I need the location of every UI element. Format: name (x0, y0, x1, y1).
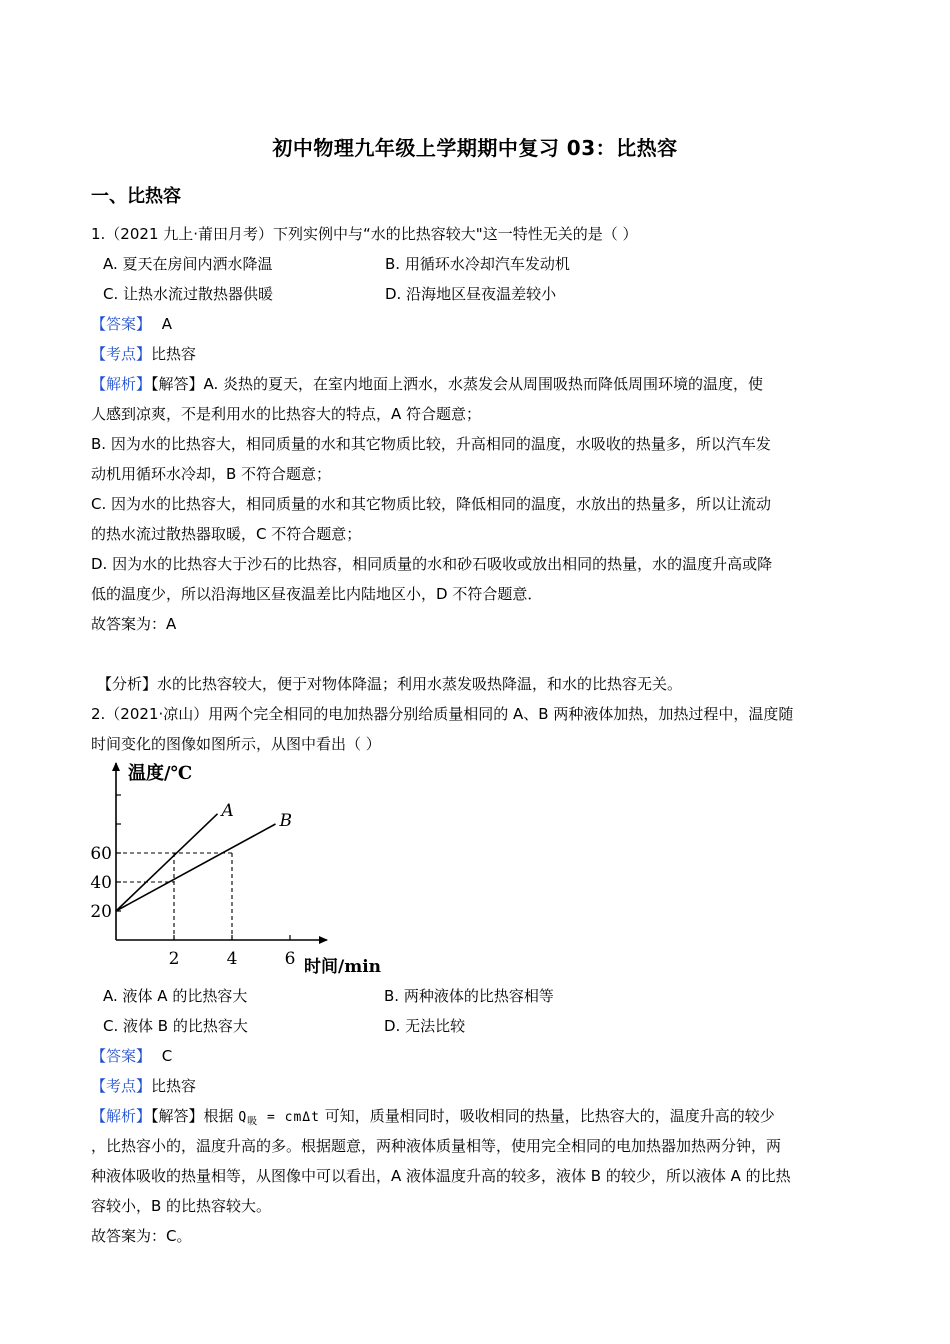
q1-option-c: C. 让热水流过散热器供暖 (103, 285, 274, 303)
q2-stem-line-2: 时间变化的图像如图所示，从图中看出（ ） (91, 735, 381, 753)
series-label-b: B (279, 811, 292, 831)
q1-analysis-line-5: C. 因为水的比热容大，相同质量的水和其它物质比较，降低相同的温度，水放出的热量多，所以让流动 (91, 495, 772, 513)
q1-stem: 1.（2021 九上·莆田月考）下列实例中与“水的比热容较大"这一特性无关的是（ ） (91, 225, 638, 243)
series-line-a (116, 814, 218, 911)
q1-analysis-line-2: 人感到凉爽，不是利用水的比热容大的特点，A 符合题意； (91, 405, 482, 423)
y-tick-label: 20 (90, 902, 112, 922)
q1-point: 比热容 (151, 345, 197, 363)
q1-answer: A (161, 315, 173, 333)
q2-option-c: C. 液体 B 的比热容大 (103, 1017, 248, 1035)
x-tick-label: 6 (284, 949, 296, 969)
x-axis-label: 时间/min (304, 957, 382, 977)
q2-stem-line-1: 2.（2021·凉山）用两个完全相同的电加热器分别给质量相同的 A、B 两种液体加热，加热过程中，温度随 (91, 705, 794, 723)
heat-formula: $Q_吸 = cm\Delta t$ (238, 1110, 320, 1128)
series-line-b (116, 824, 276, 911)
q1-point-line (91, 344, 196, 364)
q1-analysis-line-6: 的热水流过散热器取暖，C 不符合题意； (91, 525, 362, 543)
q1-fenxi-line (97, 674, 682, 694)
q1-analysis-line-1: 【解析】【解答】A. 炎热的夏天，在室内地面上洒水，水蒸发会从周围吸热而降低周围环境的温度，使 (91, 375, 764, 393)
section-heading: 一、比热容 (91, 186, 181, 207)
q2-analysis-line-1: 【解析】【解答】根据 $Q_吸 = cm\Delta t$ 可知，质量相同时，吸收相同的热量，比热容大的，温度升高的较少 (91, 1107, 775, 1128)
q2-point: 比热容 (151, 1077, 197, 1095)
series-label-a: A (221, 800, 234, 821)
q1-option-a: A. 夏天在房间内洒水降温 (103, 255, 273, 273)
answer-tag: 【答案】 (91, 315, 152, 333)
q1-fenxi: 水的比热容较大，便于对物体降温；利用水蒸发吸热降温，和水的比热容无关。 (157, 675, 683, 693)
q2-answer: C (161, 1047, 173, 1065)
q1-analysis-line-8: 低的温度少，所以沿海地区昼夜温差比内陆地区小，D 不符合题意． (91, 585, 543, 603)
point-tag: 【考点】 (91, 1077, 152, 1095)
x-tick-label: 2 (168, 949, 180, 969)
q2-analysis-line-4: 容较小，B 的比热容较大。 (91, 1197, 272, 1215)
q2-answer-line (91, 1046, 172, 1066)
q1-option-d: D. 沿海地区昼夜温差较小 (385, 285, 557, 303)
fenxi-tag: 【分析】 (97, 675, 158, 693)
q1-analysis-line-3: B. 因为水的比热容大，相同质量的水和其它物质比较，升高相同的温度，水吸收的热量多，所以汽车发 (91, 435, 771, 453)
answer-tag: 【答案】 (91, 1047, 152, 1065)
q2-option-a: A. 液体 A 的比热容大 (103, 987, 248, 1005)
q2-analysis-line-3: 种液体吸收的热量相等，从图像中可以看出，A 液体温度升高的较多，液体 B 的较少，所以液体 A 的比热 (91, 1167, 791, 1185)
q1-analysis-line-7: D. 因为水的比热容大于沙石的比热容，相同质量的水和砂石吸收或放出相同的热量，水的温度升高或降 (91, 555, 773, 573)
q1-final-answer: 故答案为：A (91, 615, 177, 633)
analysis-tag: 【解析】 (91, 375, 152, 393)
page-title: 初中物理九年级上学期期中复习 03：比热容 (272, 136, 678, 160)
y-tick-label: 40 (90, 873, 112, 893)
point-tag: 【考点】 (91, 345, 152, 363)
y-axis-label: 温度/℃ (128, 763, 193, 784)
q2-analysis-line-2: ，比热容小的，温度升高的多。根据题意，两种液体质量相等，使用完全相同的电加热器加热两分钟，两 (91, 1137, 782, 1155)
x-tick-label: 4 (226, 949, 238, 969)
analysis-tag: 【解析】 (91, 1107, 152, 1125)
q2-option-d: D. 无法比较 (384, 1017, 466, 1035)
y-tick-label: 60 (90, 844, 112, 864)
q2-option-b: B. 两种液体的比热容相等 (384, 987, 554, 1005)
q1-option-b: B. 用循环水冷却汽车发动机 (385, 255, 570, 273)
temperature-time-chart (80, 755, 400, 980)
q1-analysis-line-4: 动机用循环水冷却，B 不符合题意； (91, 465, 332, 483)
q2-final-answer: 故答案为：C。 (91, 1227, 192, 1245)
q2-point-line (91, 1076, 196, 1096)
q1-answer-line (91, 314, 172, 334)
